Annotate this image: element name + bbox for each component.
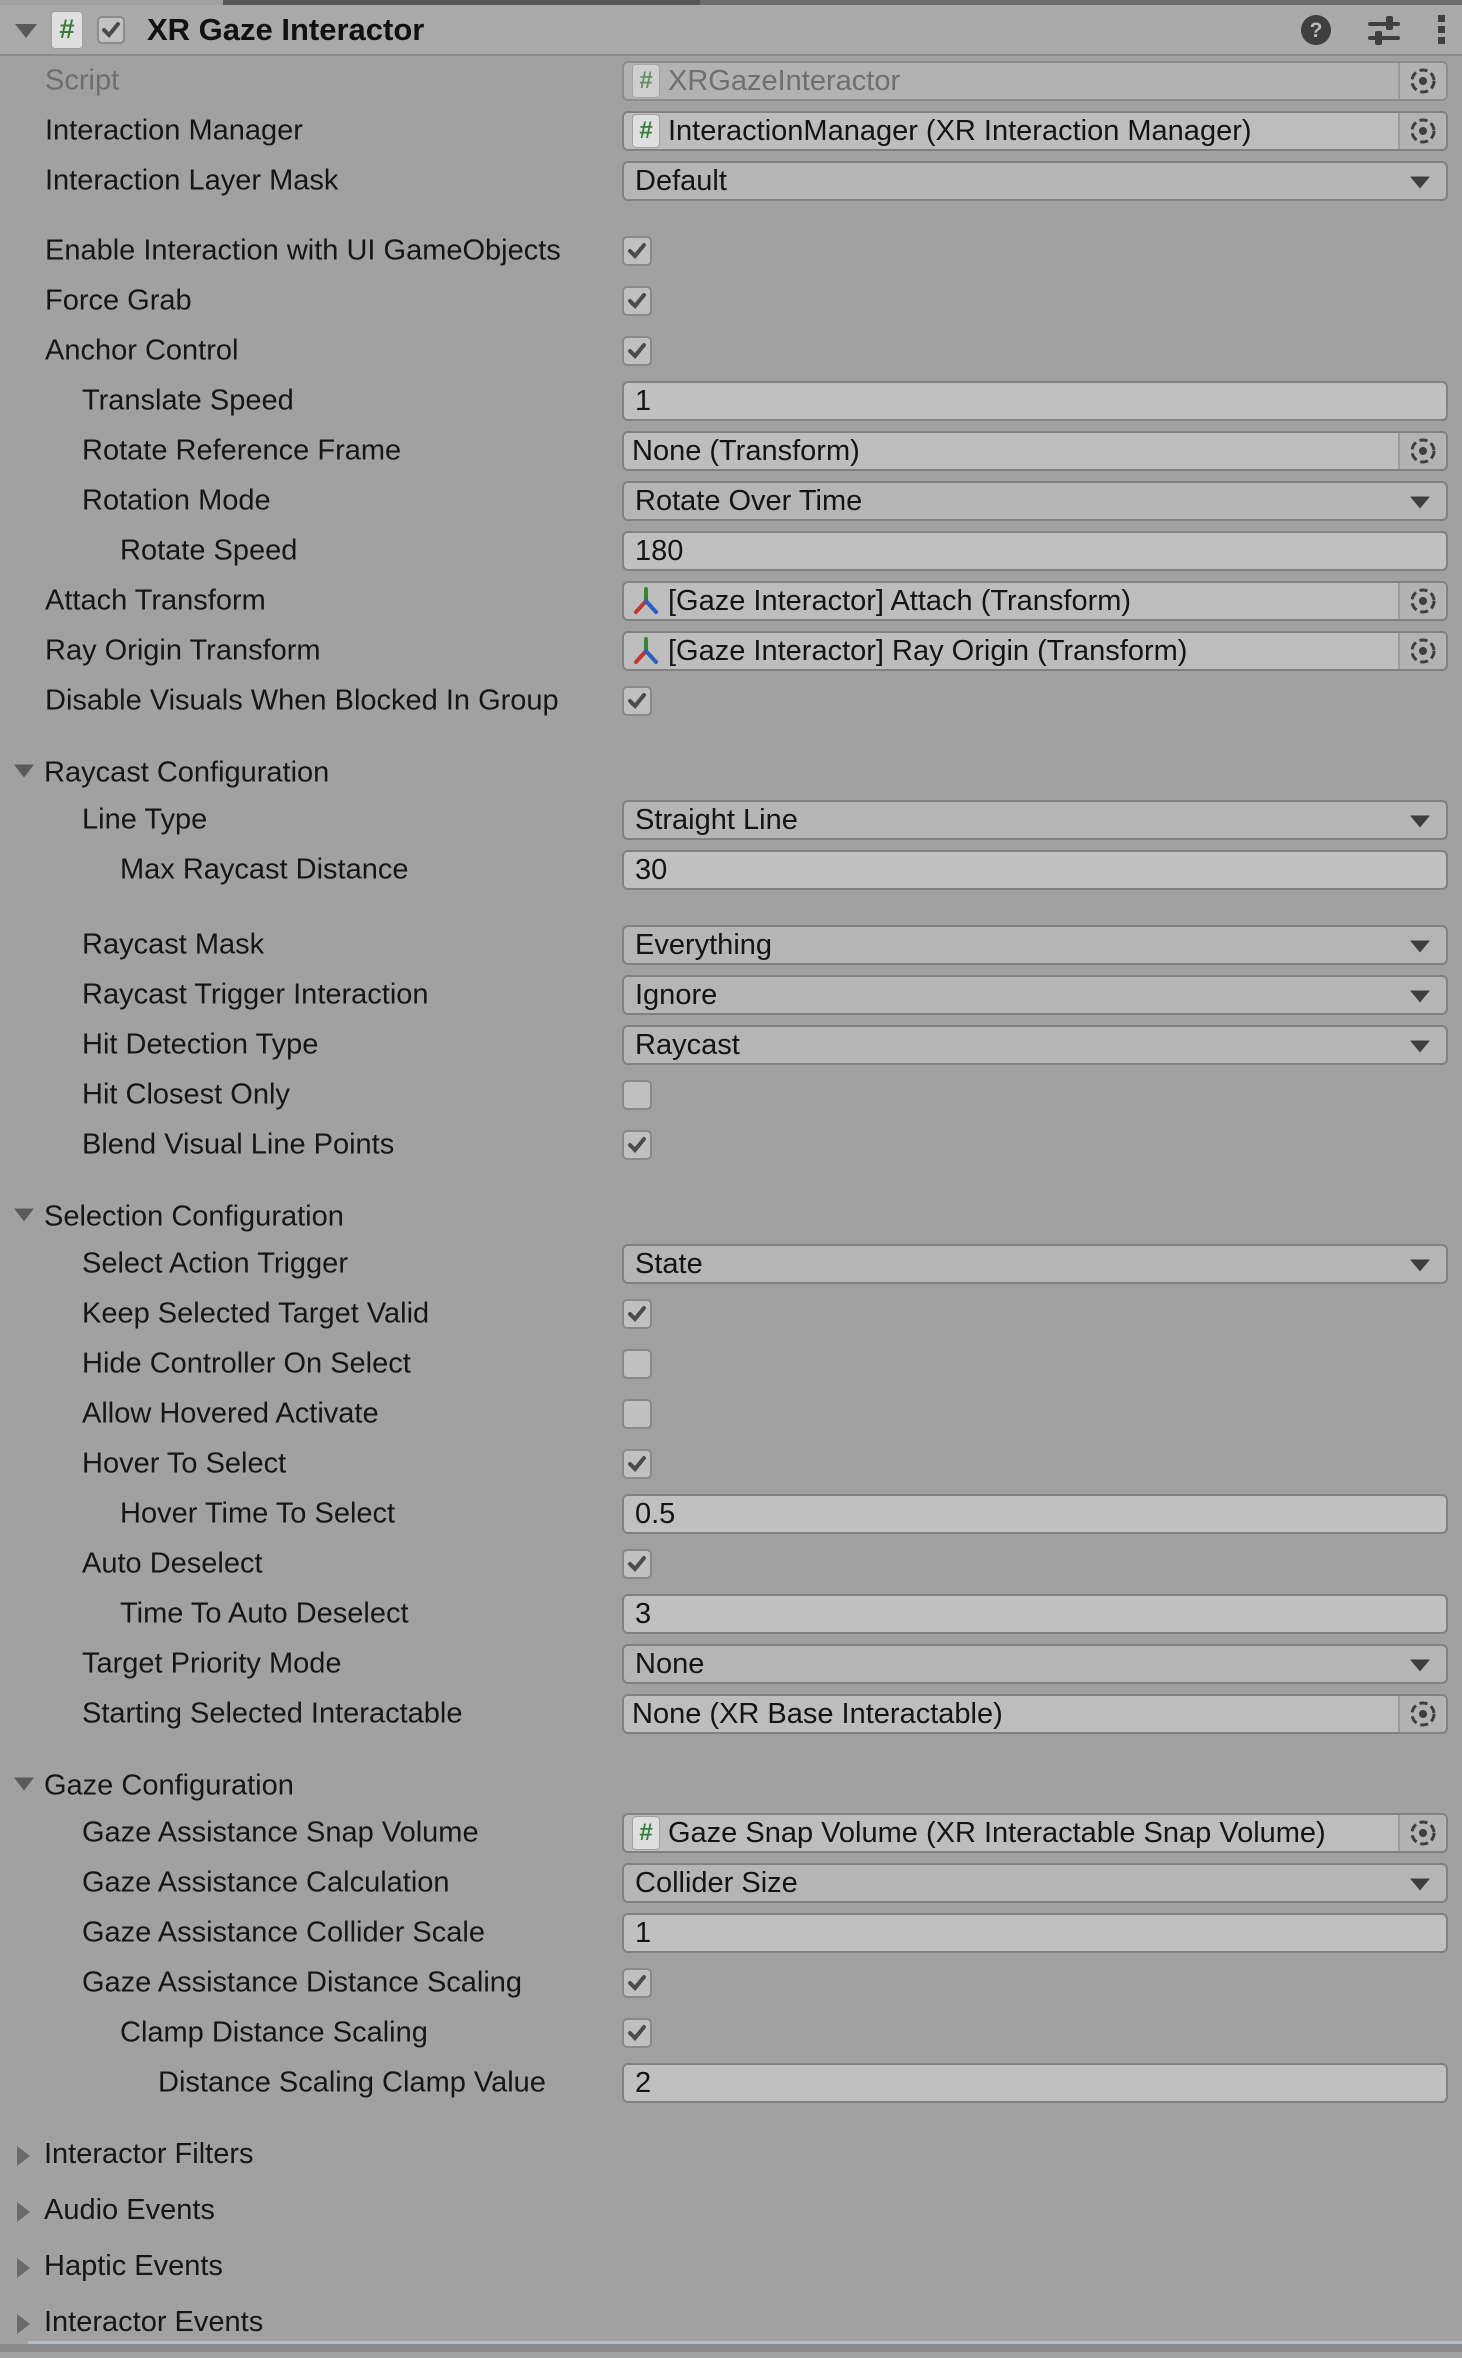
check-icon <box>99 18 123 42</box>
field-label: Attach Transform <box>45 584 266 617</box>
field-label: Hover To Select <box>82 1447 287 1480</box>
enable-interaction-with-ui-gameobjects-checkbox[interactable] <box>622 236 652 266</box>
rotate-reference-frame-object-field[interactable]: None (Transform) <box>622 431 1448 471</box>
row-hit-detection-type <box>0 1020 1462 1070</box>
spacer <box>0 1170 1462 1195</box>
row-gaze-assistance-distance-scaling <box>0 1958 1462 2008</box>
spacer <box>0 206 1462 226</box>
field-label: Hit Closest Only <box>82 1078 290 1111</box>
object-picker-icon <box>1408 586 1438 616</box>
script-icon: # <box>632 1816 660 1850</box>
field-label: Keep Selected Target Valid <box>82 1297 430 1330</box>
chevron-down-icon <box>1408 495 1432 510</box>
distance-scaling-clamp-value-input[interactable]: 2 <box>622 2063 1448 2103</box>
field-label: Blend Visual Line Points <box>82 1128 395 1161</box>
row-attach-transform <box>0 576 1462 626</box>
auto-deselect-checkbox[interactable] <box>622 1549 652 1579</box>
field-label: Hit Detection Type <box>82 1028 319 1061</box>
component-enabled-checkbox[interactable] <box>97 16 125 44</box>
object-picker-icon <box>1408 1818 1438 1848</box>
gaze-assistance-snap-volume-object-field[interactable]: # Gaze Snap Volume (XR Interactable Snap Volume) <box>622 1813 1448 1853</box>
object-picker-icon <box>1408 436 1438 466</box>
gaze-assistance-calculation-dropdown[interactable]: Collider Size <box>622 1863 1448 1903</box>
row-anchor-control <box>0 326 1462 376</box>
check-icon <box>625 1302 649 1326</box>
kebab-menu-icon[interactable] <box>1436 13 1446 47</box>
row-raycast-mask <box>0 920 1462 970</box>
row-max-raycast-distance <box>0 845 1462 895</box>
row-rotate-reference-frame <box>0 426 1462 476</box>
help-icon[interactable] <box>1300 14 1332 46</box>
object-picker-button[interactable] <box>1398 113 1446 149</box>
field-label: Rotation Mode <box>82 484 271 517</box>
check-icon <box>625 289 649 313</box>
interaction-manager-object-field[interactable]: # InteractionManager (XR Interaction Manager) <box>622 111 1448 151</box>
clamp-distance-scaling-checkbox[interactable] <box>622 2018 652 2048</box>
row-gaze-assistance-collider-scale <box>0 1908 1462 1958</box>
field-label: Line Type <box>82 803 208 836</box>
hide-controller-on-select-checkbox[interactable] <box>622 1349 652 1379</box>
field-label: Gaze Assistance Snap Volume <box>82 1816 479 1849</box>
object-picker-button[interactable] <box>1398 633 1446 669</box>
field-label: Ray Origin Transform <box>45 634 321 667</box>
field-label: Max Raycast Distance <box>120 853 409 886</box>
foldout-closed-icon[interactable] <box>14 2256 32 2285</box>
row-raycast-trigger-interaction <box>0 970 1462 1020</box>
object-picker-button[interactable] <box>1398 1696 1446 1732</box>
section-raycast-configuration[interactable] <box>0 751 1462 795</box>
line-type-dropdown[interactable]: Straight Line <box>622 800 1448 840</box>
row-hit-closest-only <box>0 1070 1462 1120</box>
field-label: Time To Auto Deselect <box>120 1597 409 1630</box>
row-keep-selected-target-valid <box>0 1289 1462 1339</box>
field-label: Force Grab <box>45 284 192 317</box>
check-icon <box>625 339 649 363</box>
max-raycast-distance-input[interactable]: 30 <box>622 850 1448 890</box>
chevron-down-icon <box>1408 1877 1432 1892</box>
field-label: Starting Selected Interactable <box>82 1697 463 1730</box>
translate-speed-input[interactable]: 1 <box>622 381 1448 421</box>
script-icon: # <box>632 114 660 148</box>
presets-icon[interactable] <box>1366 13 1402 47</box>
spacer <box>0 726 1462 751</box>
inspector-body <box>0 56 1462 2358</box>
row-translate-speed <box>0 376 1462 426</box>
field-label: Distance Scaling Clamp Value <box>158 2066 546 2099</box>
transform-icon <box>632 586 660 616</box>
row-time-to-auto-deselect <box>0 1589 1462 1639</box>
disable-visuals-when-blocked-in-group-checkbox[interactable] <box>622 686 652 716</box>
field-label: Interaction Layer Mask <box>45 164 339 197</box>
object-picker-button[interactable] <box>1398 583 1446 619</box>
field-label: Rotate Reference Frame <box>82 434 402 467</box>
field-label: Anchor Control <box>45 334 239 367</box>
row-line-type <box>0 795 1462 845</box>
section-label: Haptic Events <box>44 2250 223 2282</box>
row-interaction-manager <box>0 106 1462 156</box>
field-label: Enable Interaction with UI GameObjects <box>45 234 561 267</box>
object-picker-button[interactable] <box>1398 433 1446 469</box>
component-header[interactable] <box>0 5 1462 56</box>
row-hover-to-select <box>0 1439 1462 1489</box>
field-label: Gaze Assistance Calculation <box>82 1866 450 1899</box>
row-gaze-assistance-snap-volume <box>0 1808 1462 1858</box>
row-select-action-trigger <box>0 1239 1462 1289</box>
row-clamp-distance-scaling <box>0 2008 1462 2058</box>
field-label: Raycast Mask <box>82 928 265 961</box>
foldout-open-icon[interactable] <box>12 1206 36 1229</box>
check-icon <box>625 1452 649 1476</box>
chevron-down-icon <box>1408 814 1432 829</box>
field-label: Allow Hovered Activate <box>82 1397 379 1430</box>
section-gaze-configuration[interactable] <box>0 1764 1462 1808</box>
field-label: Hover Time To Select <box>120 1497 396 1530</box>
row-script <box>0 56 1462 106</box>
section-label: Interactor Events <box>44 2306 264 2338</box>
script-icon: # <box>51 11 83 49</box>
field-label: Target Priority Mode <box>82 1647 342 1680</box>
rotate-speed-input[interactable]: 180 <box>622 531 1448 571</box>
spacer <box>0 2108 1462 2134</box>
field-label: Select Action Trigger <box>82 1247 348 1280</box>
svg-text:?: ? <box>1309 18 1323 42</box>
row-blend-visual-line-points <box>0 1120 1462 1170</box>
script-object-field[interactable]: # XRGazeInteractor <box>622 61 1448 101</box>
row-rotation-mode <box>0 476 1462 526</box>
blend-visual-line-points-checkbox[interactable] <box>622 1130 652 1160</box>
spacer <box>0 1739 1462 1764</box>
row-allow-hovered-activate <box>0 1389 1462 1439</box>
row-auto-deselect <box>0 1539 1462 1589</box>
allow-hovered-activate-checkbox[interactable] <box>622 1399 652 1429</box>
row-starting-selected-interactable <box>0 1689 1462 1739</box>
foldout-closed-icon[interactable] <box>14 2312 32 2341</box>
row-ray-origin-transform <box>0 626 1462 676</box>
hover-time-to-select-input[interactable]: 0.5 <box>622 1494 1448 1534</box>
object-picker-icon <box>1408 1699 1438 1729</box>
check-icon <box>625 1133 649 1157</box>
field-label: Translate Speed <box>82 384 294 417</box>
transform-icon <box>632 636 660 666</box>
chevron-down-icon <box>1408 175 1432 190</box>
field-label: Hide Controller On Select <box>82 1347 411 1380</box>
field-label: Interaction Manager <box>45 114 303 147</box>
foldout-haptic-events[interactable] <box>0 2246 1462 2302</box>
chevron-down-icon <box>1408 1039 1432 1054</box>
anchor-control-checkbox[interactable] <box>622 336 652 366</box>
hit-closest-only-checkbox[interactable] <box>622 1080 652 1110</box>
section-label: Raycast Configuration <box>44 756 330 789</box>
chevron-down-icon <box>1408 1658 1432 1673</box>
chevron-down-icon <box>1408 939 1432 954</box>
foldout-closed-icon[interactable] <box>14 2200 32 2229</box>
row-enable-interaction-with-ui-gameobjects <box>0 226 1462 276</box>
section-label: Interactor Filters <box>44 2138 254 2170</box>
row-distance-scaling-clamp-value <box>0 2058 1462 2108</box>
raycast-trigger-interaction-dropdown[interactable]: Ignore <box>622 975 1448 1015</box>
foldout-interactor-filters[interactable] <box>0 2134 1462 2190</box>
hit-detection-type-dropdown[interactable]: Raycast <box>622 1025 1448 1065</box>
section-label: Selection Configuration <box>44 1200 344 1233</box>
field-label: Raycast Trigger Interaction <box>82 978 429 1011</box>
field-label: Auto Deselect <box>82 1547 263 1580</box>
row-hover-time-to-select <box>0 1489 1462 1539</box>
section-label: Audio Events <box>44 2194 215 2226</box>
hover-to-select-checkbox[interactable] <box>622 1449 652 1479</box>
script-icon: # <box>632 64 660 98</box>
section-selection-configuration[interactable] <box>0 1195 1462 1239</box>
foldout-open-icon[interactable] <box>12 1775 36 1798</box>
object-picker-icon <box>1408 66 1438 96</box>
row-gaze-assistance-calculation <box>0 1858 1462 1908</box>
row-disable-visuals-when-blocked-in-group <box>0 676 1462 726</box>
starting-selected-interactable-object-field[interactable]: None (XR Base Interactable) <box>622 1694 1448 1734</box>
keep-selected-target-valid-checkbox[interactable] <box>622 1299 652 1329</box>
gaze-assistance-collider-scale-input[interactable]: 1 <box>622 1913 1448 1953</box>
component-title: XR Gaze Interactor <box>147 11 425 47</box>
field-label: Clamp Distance Scaling <box>120 2016 428 2049</box>
gaze-assistance-distance-scaling-checkbox[interactable] <box>622 1968 652 1998</box>
field-label: Script <box>45 64 120 97</box>
chevron-down-icon <box>1408 989 1432 1004</box>
spacer <box>0 895 1462 920</box>
field-label: Gaze Assistance Distance Scaling <box>82 1966 523 1999</box>
check-icon <box>625 1971 649 1995</box>
chevron-down-icon <box>1408 1258 1432 1273</box>
field-label: Rotate Speed <box>120 534 298 567</box>
foldout-open-icon[interactable] <box>12 762 36 785</box>
object-picker-icon <box>1408 116 1438 146</box>
raycast-mask-dropdown[interactable]: Everything <box>622 925 1448 965</box>
force-grab-checkbox[interactable] <box>622 286 652 316</box>
time-to-auto-deselect-input[interactable]: 3 <box>622 1594 1448 1634</box>
foldout-closed-icon[interactable] <box>14 2144 32 2173</box>
field-label: Disable Visuals When Blocked In Group <box>45 684 559 717</box>
foldout-open-icon[interactable] <box>13 20 39 40</box>
foldout-audio-events[interactable] <box>0 2190 1462 2246</box>
row-hide-controller-on-select <box>0 1339 1462 1389</box>
row-rotate-speed <box>0 526 1462 576</box>
attach-transform-object-field[interactable]: [Gaze Interactor] Attach (Transform) <box>622 581 1448 621</box>
section-label: Gaze Configuration <box>44 1769 294 1802</box>
select-action-trigger-dropdown[interactable]: State <box>622 1244 1448 1284</box>
panel-bottom-strip <box>0 2344 1462 2352</box>
row-interaction-layer-mask <box>0 156 1462 206</box>
check-icon <box>625 239 649 263</box>
object-picker-icon <box>1408 636 1438 666</box>
check-icon <box>625 1552 649 1576</box>
ray-origin-transform-object-field[interactable]: [Gaze Interactor] Ray Origin (Transform) <box>622 631 1448 671</box>
row-target-priority-mode <box>0 1639 1462 1689</box>
target-priority-mode-dropdown[interactable]: None <box>622 1644 1448 1684</box>
check-icon <box>625 2021 649 2045</box>
rotation-mode-dropdown[interactable]: Rotate Over Time <box>622 481 1448 521</box>
row-force-grab <box>0 276 1462 326</box>
check-icon <box>625 689 649 713</box>
interaction-layer-mask-dropdown[interactable]: Default <box>622 161 1448 201</box>
object-picker-button[interactable] <box>1398 63 1446 99</box>
field-label: Gaze Assistance Collider Scale <box>82 1916 485 1949</box>
object-picker-button[interactable] <box>1398 1815 1446 1851</box>
